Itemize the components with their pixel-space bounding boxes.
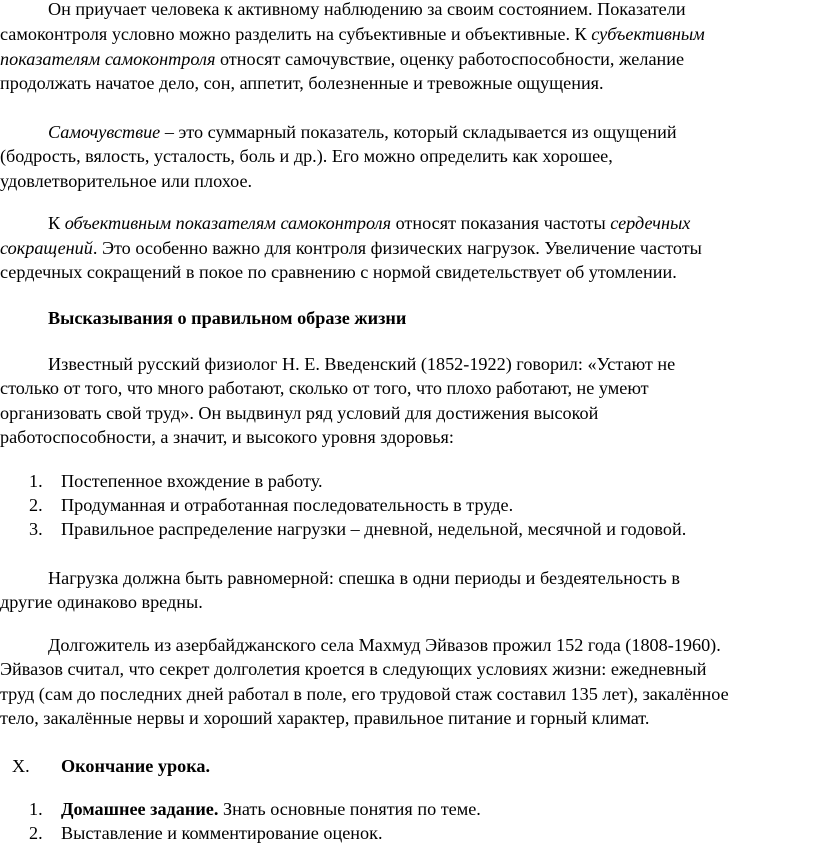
- text-line: [0, 22, 705, 48]
- text-span: самоконтроля условно можно разделить на субъективные и объективные. К: [0, 24, 592, 44]
- text-line: Он приучает человека к активному наблюдению за своим состоянием. Показатели: [48, 0, 686, 19]
- italic-term: сердечных: [610, 213, 691, 233]
- text-line: работоспособности, а значит, и высокого уровня здоровья:: [0, 427, 454, 447]
- italic-term: Самочувствие: [48, 122, 161, 142]
- section-title-text: Окончание урока.: [61, 756, 211, 776]
- section-number: X.: [12, 756, 30, 776]
- text-line: труд (сам до последних дней работал в поле, его трудовой стаж составил 135 лет), закалённое: [0, 684, 729, 704]
- list-number: 2.: [29, 823, 43, 843]
- text-line: Долгожитель из азербайджанского села Махмуд Эйвазов прожил 152 года (1808-1960).: [48, 635, 721, 655]
- list-item-text: [61, 797, 481, 823]
- italic-term: объективным показателям самоконтроля: [64, 213, 392, 233]
- text-line: Известный русский физиолог Н. Е. Введенский (1852-1922) говорил: «Устают не: [48, 354, 676, 374]
- text-line: сердечных сокращений в покое по сравнению с нормой свидетельствует об утомлении.: [0, 262, 677, 282]
- section-title: [61, 754, 210, 780]
- text-line: другие одинаково вредны.: [0, 592, 203, 612]
- list-item-text: [61, 821, 383, 847]
- text-line: столько от того, что много работают, сколько от того, что плохо работают, не умеют: [0, 378, 649, 398]
- list-item-text: Правильное распределение нагрузки – дневной, недельной, месячной и годовой.: [61, 519, 687, 539]
- text-line: [0, 236, 702, 262]
- italic-term: субъективным: [591, 24, 705, 44]
- bold-label: Домашнее задание.: [61, 799, 219, 819]
- text-line: Эйвазов считал, что секрет долголетия кроется в следующих условиях жизни: ежедневный: [0, 659, 707, 679]
- text-line: [0, 47, 684, 73]
- italic-term: сокращений: [0, 238, 93, 258]
- text-line: [48, 211, 690, 237]
- text-line: (бодрость, вялость, усталость, боль и др.). Его можно определить как хорошее,: [0, 146, 613, 166]
- text-line: продолжать начатое дело, сон, аппетит, болезненные и тревожные ощущения.: [0, 73, 604, 93]
- text-span: относят показания частоты: [391, 213, 611, 233]
- list-number: 2.: [29, 495, 43, 515]
- list-number: 3.: [29, 519, 43, 539]
- text-line: удовлетворительное или плохое.: [0, 171, 253, 191]
- text-span: . Это особенно важно для контроля физических нагрузок. Увеличение частоты: [92, 238, 702, 258]
- list-item-text: Продуманная и отработанная последовательность в труде.: [61, 495, 514, 515]
- text-line: тело, закалённые нервы и хороший характер, правильное питание и горный климат.: [0, 708, 650, 728]
- section-heading: [48, 306, 406, 332]
- text-span: К: [48, 213, 65, 233]
- text-span: Знать основные понятия по теме.: [218, 799, 481, 819]
- italic-term: показателям самоконтроля: [0, 49, 216, 69]
- heading-text: Высказывания о правильном образе жизни: [48, 308, 407, 328]
- text-span: относят самочувствие, оценку работоспособности, желание: [215, 49, 685, 69]
- list-item-text: Постепенное вхождение в работу.: [61, 471, 323, 491]
- list-number: 1.: [29, 799, 43, 819]
- text-line: [48, 120, 677, 146]
- text-line: Нагрузка должна быть равномерной: спешка в одни периоды и бездеятельность в: [48, 568, 680, 588]
- text-span: Выставление и комментирование оценок.: [61, 823, 383, 843]
- text-line: организовать свой труд». Он выдвинул ряд условий для достижения высокой: [0, 403, 599, 423]
- list-number: 1.: [29, 471, 43, 491]
- text-span: – это суммарный показатель, который складывается из ощущений: [160, 122, 677, 142]
